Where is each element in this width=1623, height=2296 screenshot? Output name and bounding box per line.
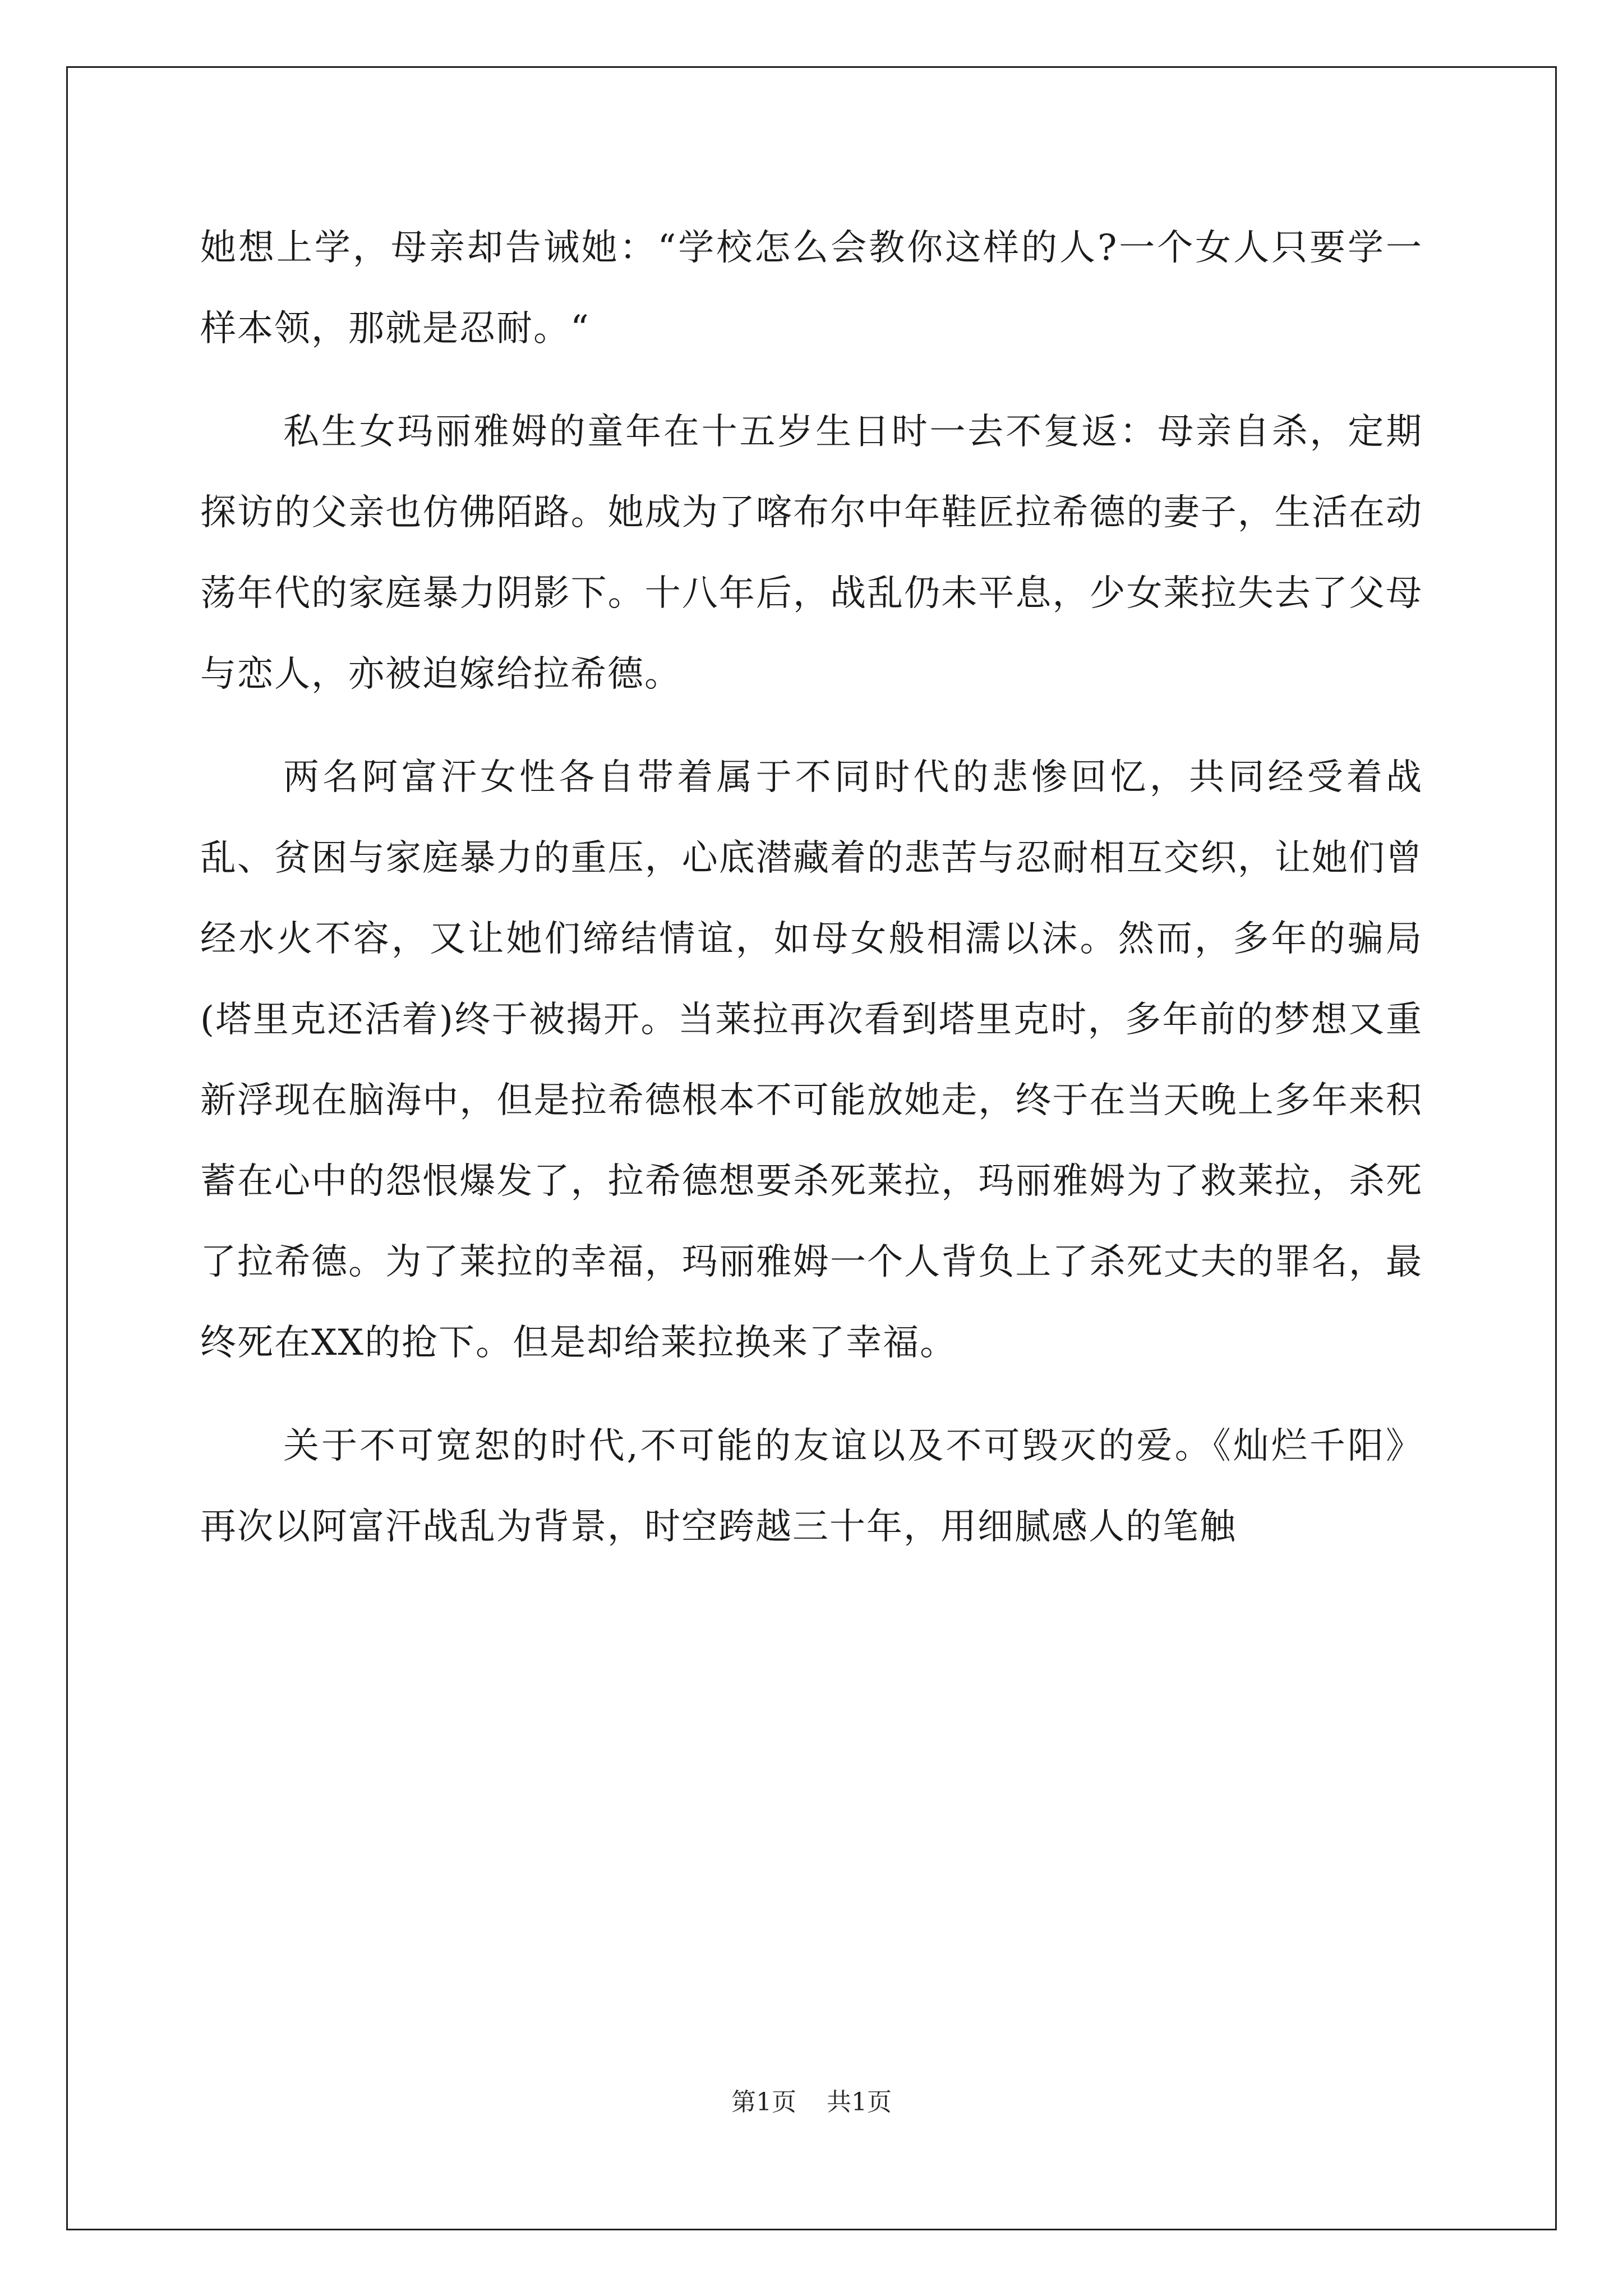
paragraph-3: 两名阿富汗女性各自带着属于不同时代的悲惨回忆，共同经受着战乱、贫困与家庭暴力的重压，心底潜藏着的悲苦与忍耐相互交织，让她们曾经水火不容，又让她们缔结情谊，如母女般相濡以沫。然而，多年的骗局(塔里克还活着)终于被揭开。当莱拉再次看到塔里克时，多年前的梦想又重新浮现在脑海中，但是拉希德根本不可能放她走，终于在当天晚上多年来积蓄在心中的怨恨爆发了，拉希德想要杀死莱拉，玛丽雅姆为了救莱拉，杀死了拉希德。为了莱拉的幸福，玛丽雅姆一个人背负上了杀死丈夫的罪名，最终死在XX的抢下。但是却给莱拉换来了幸福。 [200,757,1423,1364]
document-body [200,208,1423,1567]
paragraph-1: 她想上学，母亲却告诫她：“学校怎么会教你这样的人?一个女人只要学一样本领，那就是忍耐。“ [200,227,1423,349]
page-footer [0,2086,1623,2119]
paragraph-2: 私生女玛丽雅姆的童年在十五岁生日时一去不复返：母亲自杀，定期探访的父亲也仿佛陌路。她成为了喀布尔中年鞋匠拉希德的妻子，生活在动荡年代的家庭暴力阴影下。十八年后，战乱仍未平息，少女莱拉失去了父母与恋人，亦被迫嫁给拉希德。 [200,411,1423,695]
page-total: 共1页 [827,2088,892,2116]
paragraph-4: 关于不可宽恕的时代,不可能的友谊以及不可毁灭的爱。《灿烂千阳》再次以阿富汗战乱为背景，时空跨越三十年，用细腻感人的笔触 [200,1425,1423,1548]
page-number: 第1页 [731,2088,796,2116]
